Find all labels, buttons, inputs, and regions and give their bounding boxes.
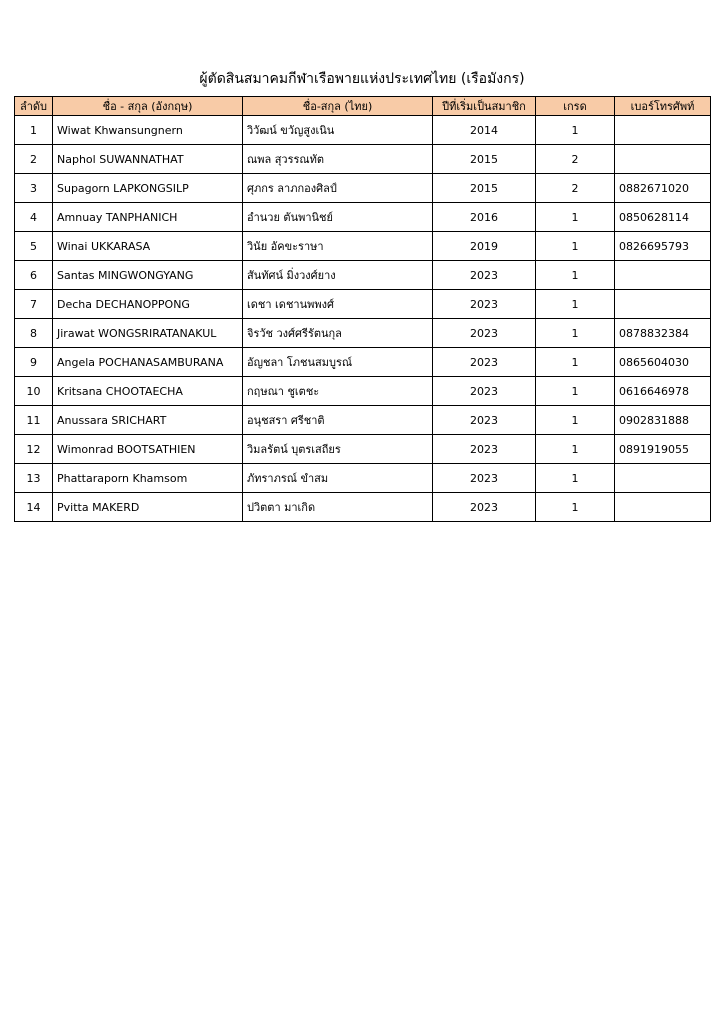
cell-name-th: วินัย อัคขะราษา (243, 232, 433, 261)
table-header-row (15, 97, 711, 116)
table-body (15, 116, 711, 522)
cell-grade: 1 (536, 319, 615, 348)
cell-phone: 0882671020 (615, 174, 711, 203)
cell-grade: 1 (536, 493, 615, 522)
cell-number: 12 (15, 435, 53, 464)
cell-number: 4 (15, 203, 53, 232)
cell-year: 2015 (433, 145, 536, 174)
cell-name-en: Phattaraporn Khamsom (53, 464, 243, 493)
cell-name-en: Supagorn LAPKONGSILP (53, 174, 243, 203)
cell-year: 2019 (433, 232, 536, 261)
cell-year: 2023 (433, 406, 536, 435)
cell-phone: 0878832384 (615, 319, 711, 348)
table-row (15, 145, 711, 174)
cell-phone: 0865604030 (615, 348, 711, 377)
cell-name-th: วิมลรัตน์ บุตรเสถียร (243, 435, 433, 464)
table-row (15, 232, 711, 261)
page-title: ผู้ตัดสินสมาคมกีฬาเรือพายแห่งประเทศไทย (เรือมังกร) (199, 71, 525, 87)
cell-year: 2023 (433, 464, 536, 493)
cell-name-en: Amnuay TANPHANICH (53, 203, 243, 232)
cell-name-th: ศุภกร ลาภกองศิลป์ (243, 174, 433, 203)
table-row (15, 406, 711, 435)
cell-phone (615, 261, 711, 290)
cell-name-en: Anussara SRICHART (53, 406, 243, 435)
cell-phone (615, 464, 711, 493)
cell-phone (615, 145, 711, 174)
cell-number: 1 (15, 116, 53, 145)
cell-name-th: ณพล สุวรรณทัต (243, 145, 433, 174)
cell-grade: 1 (536, 116, 615, 145)
table-row (15, 464, 711, 493)
cell-grade: 2 (536, 145, 615, 174)
cell-number: 8 (15, 319, 53, 348)
cell-grade: 1 (536, 203, 615, 232)
cell-year: 2023 (433, 435, 536, 464)
table-row (15, 116, 711, 145)
table-row (15, 261, 711, 290)
cell-name-th: เดชา เดชานพพงศ์ (243, 290, 433, 319)
cell-number: 3 (15, 174, 53, 203)
cell-grade: 1 (536, 261, 615, 290)
table-row (15, 348, 711, 377)
cell-year: 2023 (433, 348, 536, 377)
table-row (15, 203, 711, 232)
cell-phone (615, 116, 711, 145)
cell-name-th: กฤษณา ชูเตชะ (243, 377, 433, 406)
cell-phone: 0902831888 (615, 406, 711, 435)
table-row (15, 493, 711, 522)
cell-name-en: Angela POCHANASAMBURANA (53, 348, 243, 377)
cell-phone: 0850628114 (615, 203, 711, 232)
cell-year: 2016 (433, 203, 536, 232)
table-row (15, 377, 711, 406)
cell-name-th: ปวิตตา มาเกิด (243, 493, 433, 522)
table-row (15, 319, 711, 348)
cell-name-en: Decha DECHANOPPONG (53, 290, 243, 319)
cell-grade: 2 (536, 174, 615, 203)
cell-phone: 0616646978 (615, 377, 711, 406)
cell-name-en: Kritsana CHOOTAECHA (53, 377, 243, 406)
cell-year: 2023 (433, 377, 536, 406)
cell-grade: 1 (536, 232, 615, 261)
cell-name-en: Naphol SUWANNATHAT (53, 145, 243, 174)
cell-grade: 1 (536, 348, 615, 377)
column-header-grade: เกรด (536, 97, 615, 116)
cell-name-th: สันทัศน์ มิ่งวงศ์ยาง (243, 261, 433, 290)
column-header-phone: เบอร์โทรศัพท์ (615, 97, 711, 116)
cell-number: 10 (15, 377, 53, 406)
cell-year: 2015 (433, 174, 536, 203)
cell-name-en: Jirawat WONGSRIRATANAKUL (53, 319, 243, 348)
cell-phone (615, 290, 711, 319)
cell-name-en: Winai UKKARASA (53, 232, 243, 261)
cell-name-th: จิรวัช วงศ์ศรีรัตนกุล (243, 319, 433, 348)
cell-number: 5 (15, 232, 53, 261)
table-row (15, 174, 711, 203)
cell-name-en: Pvitta MAKERD (53, 493, 243, 522)
cell-number: 13 (15, 464, 53, 493)
cell-phone: 0891919055 (615, 435, 711, 464)
cell-number: 14 (15, 493, 53, 522)
cell-name-th: วิวัฒน์ ขวัญสูงเนิน (243, 116, 433, 145)
cell-grade: 1 (536, 435, 615, 464)
cell-year: 2023 (433, 319, 536, 348)
cell-name-th: อัญชลา โภชนสมบูรณ์ (243, 348, 433, 377)
referee-table (14, 96, 711, 522)
cell-phone (615, 493, 711, 522)
cell-grade: 1 (536, 377, 615, 406)
cell-name-en: Wimonrad BOOTSATHIEN (53, 435, 243, 464)
cell-name-th: ภัทราภรณ์ ขำสม (243, 464, 433, 493)
cell-grade: 1 (536, 290, 615, 319)
cell-number: 9 (15, 348, 53, 377)
column-header-year: ปีที่เริ่มเป็นสมาชิก (433, 97, 536, 116)
cell-year: 2023 (433, 493, 536, 522)
cell-name-th: อำนวย ตันพานิชย์ (243, 203, 433, 232)
cell-year: 2023 (433, 261, 536, 290)
table-row (15, 435, 711, 464)
cell-name-th: อนุชสรา ศรีชาติ (243, 406, 433, 435)
table-row (15, 290, 711, 319)
cell-name-en: Santas MINGWONGYANG (53, 261, 243, 290)
column-header-name-th: ชื่อ-สกุล (ไทย) (243, 97, 433, 116)
cell-number: 7 (15, 290, 53, 319)
column-header-name-en: ชื่อ - สกุล (อังกฤษ) (53, 97, 243, 116)
cell-grade: 1 (536, 406, 615, 435)
cell-phone: 0826695793 (615, 232, 711, 261)
cell-name-en: Wiwat Khwansungnern (53, 116, 243, 145)
cell-year: 2023 (433, 290, 536, 319)
cell-number: 11 (15, 406, 53, 435)
cell-number: 6 (15, 261, 53, 290)
cell-year: 2014 (433, 116, 536, 145)
column-header-number: ลำดับ (15, 97, 53, 116)
cell-grade: 1 (536, 464, 615, 493)
cell-number: 2 (15, 145, 53, 174)
